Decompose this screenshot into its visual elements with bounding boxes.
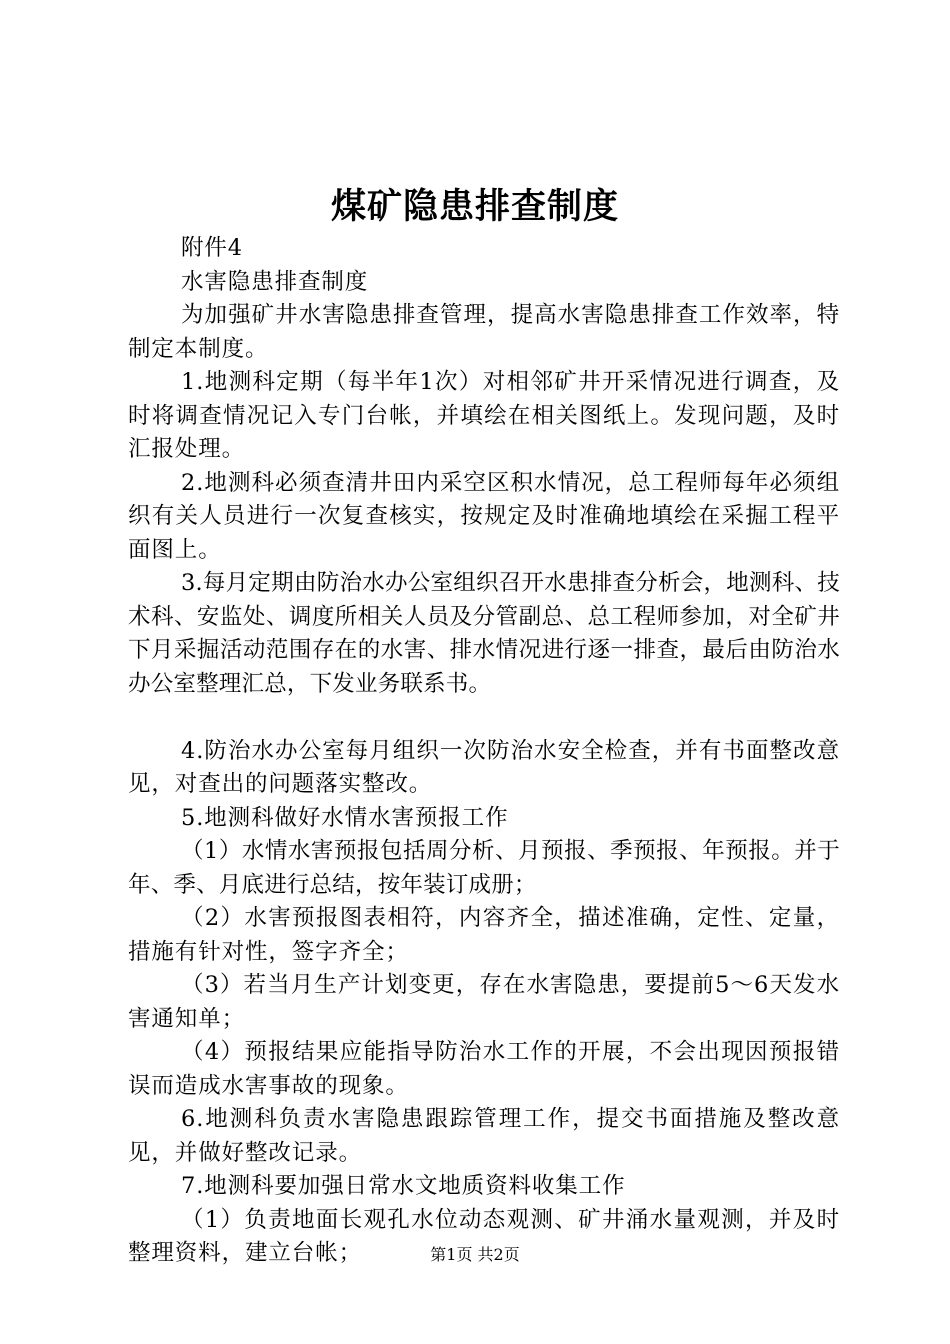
paragraph-subtitle: 水害隐患排查制度 [181, 268, 369, 295]
paragraph-item-5-3: （3）若当月生产计划变更，存在水害隐患，要提前5～6天发水害通知单； [128, 972, 840, 1032]
document-title: 煤矿隐患排查制度 [330, 186, 619, 227]
paragraph-item-5-2: （2）水害预报图表相符，内容齐全，描述准确，定性、定量，措施有针对性，签字齐全； [128, 905, 840, 965]
paragraph-item-5: 5.地测科做好水情水害预报工作 [181, 804, 509, 831]
paragraph-item-3: 3.每月定期由防治水办公室组织召开水患排查分析会，地测科、技术科、安监处、调度所相关人员及分管副总、总工程师参加，对全矿井下月采掘活动范围存在的水害、排水情况进行逐一排查，最后由防治水办公室整理汇总，下发业务联系书。 [128, 570, 840, 697]
paragraph-attachment-number: 附件4 [181, 235, 244, 261]
document-body [128, 232, 840, 1271]
paragraph-intro: 为加强矿井水害隐患排查管理，提高水害隐患排查工作效率，特制定本制度。 [128, 302, 840, 362]
paragraph-item-7: 7.地测科要加强日常水文地质资料收集工作 [181, 1173, 626, 1199]
paragraph-item-5-4: （4）预报结果应能指导防治水工作的开展，不会出现因预报错误而造成水害事故的现象。 [128, 1039, 840, 1099]
paragraph-item-1: 1.地测科定期（每半年1次）对相邻矿井开采情况进行调查，及时将调查情况记入专门台帐，并填绘在相关图纸上。发现问题，及时汇报处理。 [128, 369, 840, 462]
paragraph-item-4: 4.防治水办公室每月组织一次防治水安全检查，并有书面整改意见，对查出的问题落实整改。 [128, 737, 840, 797]
paragraph-item-5-1: （1）水情水害预报包括周分析、月预报、季预报、年预报。并于年、季、月底进行总结，按年装订成册； [128, 838, 840, 898]
paragraph-item-7-1: （1）负责地面长观孔水位动态观测、矿井涌水量观测，并及时整理资料，建立台帐； [128, 1206, 840, 1266]
paragraph-item-2: 2.地测科必须查清井田内采空区积水情况，总工程师每年必须组织有关人员进行一次复查核实，按规定及时准确地填绘在采掘工程平面图上。 [128, 469, 840, 563]
blank-line [128, 701, 840, 735]
paragraph-item-6: 6.地测科负责水害隐患跟踪管理工作，提交书面措施及整改意见，并做好整改记录。 [128, 1106, 840, 1166]
page-footer: 第1页 共2页 [430, 1245, 520, 1264]
